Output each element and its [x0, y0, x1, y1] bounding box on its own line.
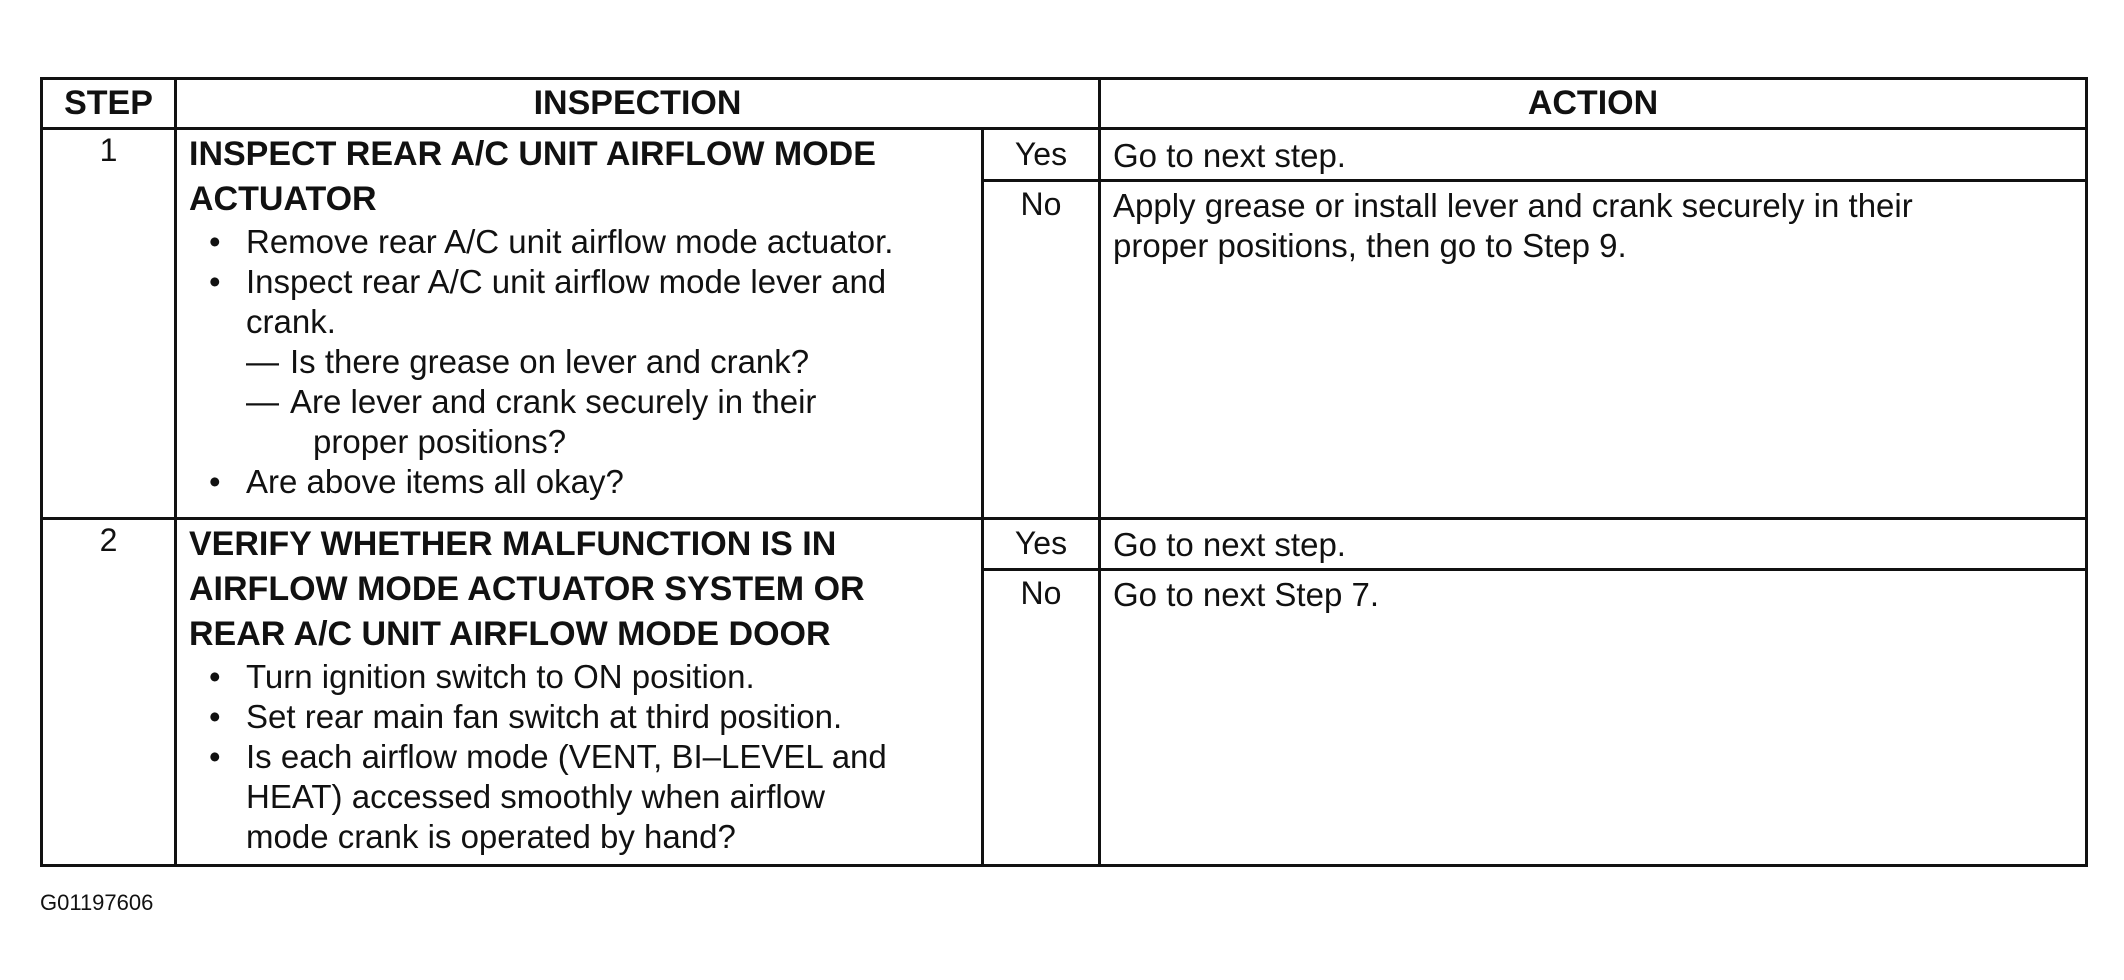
inspection-cell — [177, 522, 981, 857]
sub-item: — Is there grease on lever and crank? — [246, 343, 810, 380]
inspection-title: VERIFY WHETHER MALFUNCTION IS IN — [189, 525, 837, 563]
diagnostic-table — [40, 77, 2088, 867]
yes-action: Go to next step. — [1113, 137, 1346, 174]
header-inspection: INSPECTION — [533, 84, 742, 122]
yes-label: Yes — [1014, 525, 1068, 561]
no-action — [1101, 575, 2085, 615]
step-number: 2 — [99, 522, 118, 558]
sub-item: — Are lever and crank securely in their — [246, 383, 817, 420]
yes-action: Go to next step. — [1113, 526, 1346, 563]
list-item: • Are above items all okay? — [209, 463, 624, 500]
list-item: mode crank is operated by hand? — [246, 818, 736, 855]
figure-code: G01197606 — [40, 890, 154, 915]
header-step: STEP — [64, 84, 153, 122]
grid-line — [43, 127, 2085, 130]
grid-line — [981, 179, 2085, 182]
grid-line — [43, 517, 2085, 520]
list-item: • Set rear main fan switch at third position. — [209, 698, 843, 735]
no-label: No — [1020, 186, 1062, 222]
no-label: No — [1020, 575, 1062, 611]
inspection-title: REAR A/C UNIT AIRFLOW MODE DOOR — [189, 615, 831, 653]
yes-label: Yes — [1014, 136, 1068, 172]
inspection-list — [189, 657, 981, 857]
list-item: HEAT) accessed smoothly when airflow — [246, 778, 825, 815]
list-item: • Turn ignition switch to ON position. — [209, 658, 755, 695]
step-number: 1 — [99, 132, 118, 168]
no-action — [1101, 186, 2085, 266]
action-line: Go to next Step 7. — [1113, 576, 1379, 613]
list-item: crank. — [246, 303, 336, 340]
grid-line — [981, 568, 2085, 571]
inspection-cell — [177, 132, 981, 502]
inspection-title: AIRFLOW MODE ACTUATOR SYSTEM OR — [189, 570, 865, 608]
inspection-title: ACTUATOR — [189, 180, 377, 218]
grid-line — [981, 130, 984, 867]
action-line: proper positions, then go to Step 9. — [1113, 227, 1627, 264]
sub-item: proper positions? — [313, 423, 567, 460]
list-item: • Inspect rear A/C unit airflow mode lever and — [209, 263, 887, 300]
inspection-title: INSPECT REAR A/C UNIT AIRFLOW MODE — [189, 135, 876, 173]
list-item: • Is each airflow mode (VENT, BI–LEVEL and — [209, 738, 887, 775]
inspection-list — [189, 222, 981, 502]
list-item: • Remove rear A/C unit airflow mode actuator. — [209, 223, 894, 260]
action-line: Apply grease or install lever and crank securely in their — [1113, 187, 1913, 224]
header-action: ACTION — [1527, 84, 1659, 122]
